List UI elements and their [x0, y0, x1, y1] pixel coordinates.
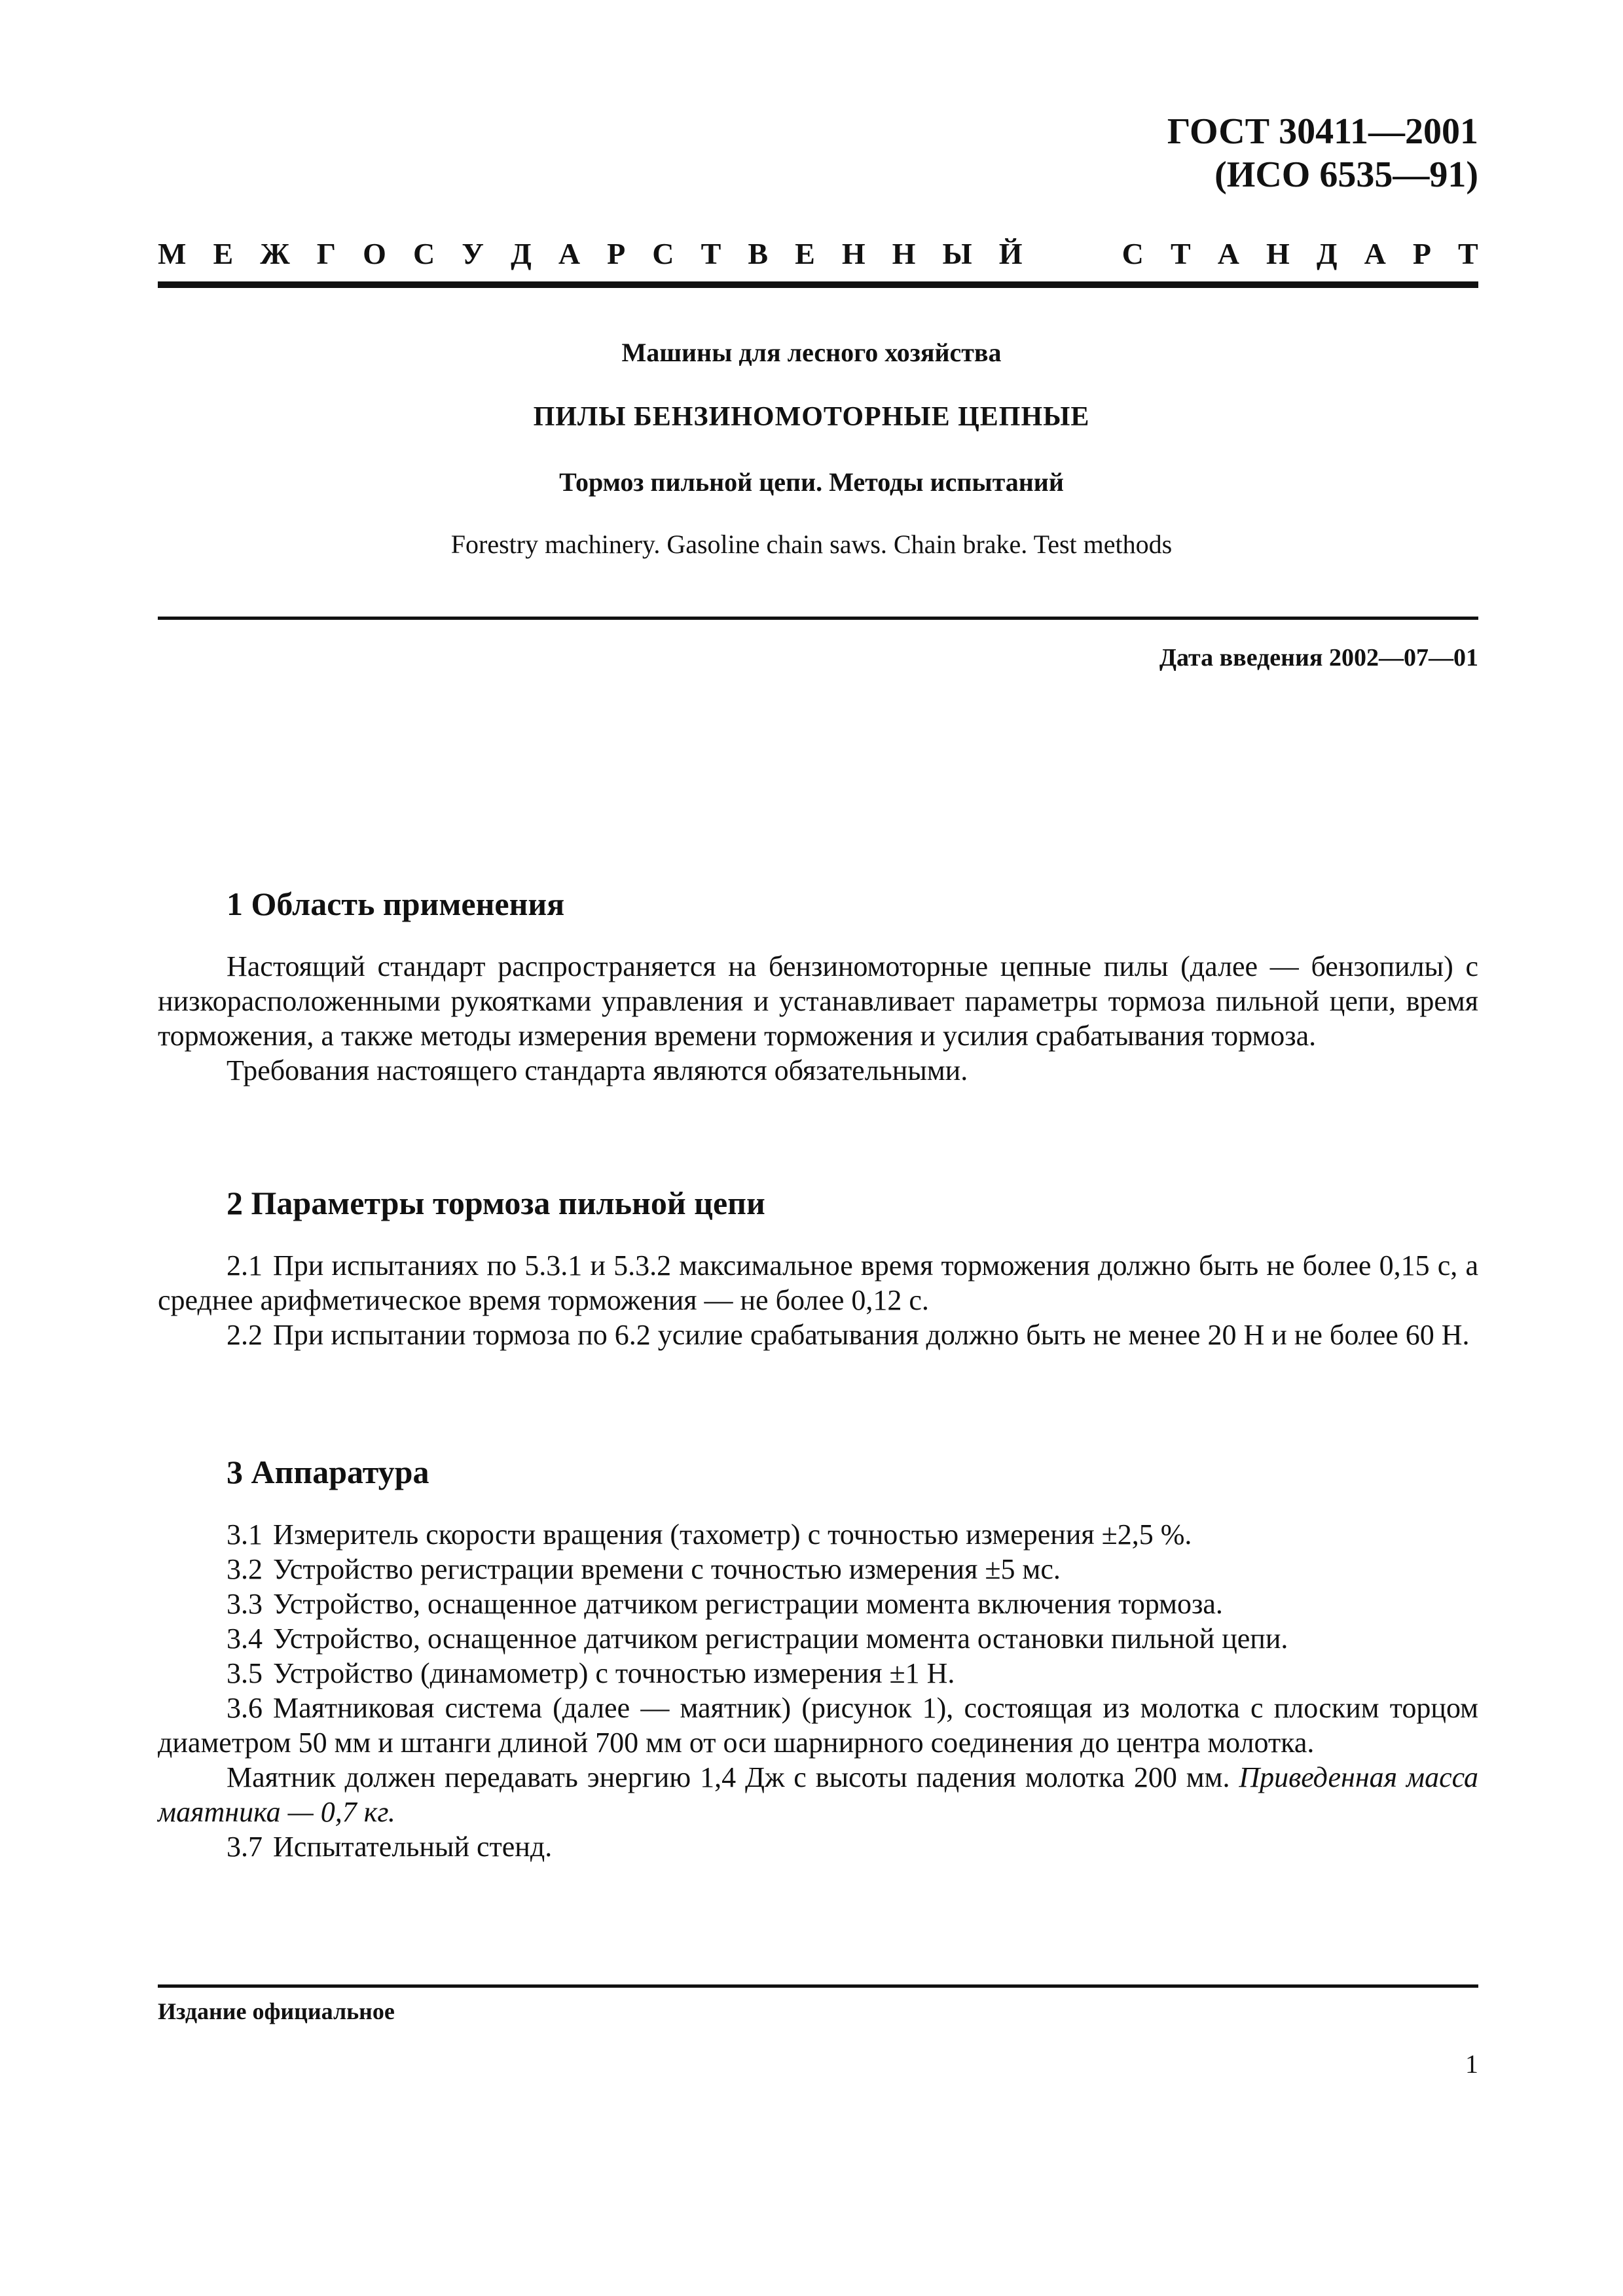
section-heading: 2 Параметры тормоза пильной цепи: [227, 1185, 765, 1221]
clause-text: Устройство (динамометр) с точностью измерения ±1 Н.: [273, 1657, 955, 1689]
clause-text: Маятниковая система (далее — маятник) (рисунок 1), состоящая из молотка с плоским торцом диаметром 50 мм и штанги длиной 700 мм от оси шарнирного соединения до центра молотка.: [158, 1692, 1478, 1759]
banner-letter: Н: [1266, 237, 1290, 270]
clause: [158, 1248, 1478, 1318]
interstate-standard-banner: [158, 236, 1478, 272]
title-rule: [158, 617, 1478, 620]
banner-letter: У: [462, 237, 484, 270]
paragraph: Требования настоящего стандарта являются обязательными.: [227, 1054, 968, 1086]
clause-text: При испытаниях по 5.3.1 и 5.3.2 максимальное время торможения должно быть не более 0,15 с, а среднее арифметическое время торможения — не более 0,12 с.: [158, 1249, 1478, 1316]
clause: [158, 1318, 1478, 1352]
title-sub: Тормоз пильной цепи. Методы испытаний: [559, 467, 1064, 497]
clause: [158, 1621, 1478, 1656]
title-english: Forestry machinery. Gasoline chain saws. Chain brake. Test methods: [450, 529, 1173, 559]
clause-number: 3.1: [227, 1518, 263, 1551]
clause: [158, 1517, 1478, 1552]
banner-letter: Ж: [260, 237, 290, 270]
banner-letter: Ы: [942, 237, 972, 270]
header-rule: [158, 281, 1478, 288]
section-heading: 1 Область применения: [227, 886, 565, 922]
clause-number: 3.5: [227, 1657, 263, 1689]
banner-letter: Д: [511, 237, 532, 270]
standard-number: ГОСТ 30411—2001: [1167, 111, 1478, 152]
clause-number: 3.3: [227, 1588, 263, 1620]
banner-letter: А: [558, 237, 581, 270]
banner-letter: А: [1364, 237, 1386, 270]
introduction-date: Дата введения 2002—07—01: [1159, 644, 1478, 672]
banner-word-gap: [1049, 236, 1095, 272]
document-code: [1167, 110, 1478, 196]
section-scope: [158, 887, 1478, 1088]
clause-text: Устройство, оснащенное датчиком регистрации момента остановки пильной цепи.: [273, 1623, 1288, 1655]
clause: [158, 1552, 1478, 1587]
clause-text: Устройство, оснащенное датчиком регистрации момента включения тормоза.: [273, 1588, 1223, 1620]
paragraph: Настоящий стандарт распространяется на бензиномоторные цепные пилы (далее — бензопилы) с низкорасположенными рукоятками управления и устанавливает параметры тормоза пильной цепи, время торможения, а также методы измерения времени торможения и усилия срабатывания тормоза.: [158, 950, 1478, 1052]
banner-letter: Т: [1458, 237, 1478, 270]
banner-letter: С: [412, 237, 435, 270]
banner-letter: Г: [316, 237, 337, 270]
pendulum-mass-note: Приведенная масса маятника — 0,7 кг.: [158, 1761, 1479, 1828]
banner-letter: Р: [607, 237, 626, 270]
banner-letter: Т: [1170, 237, 1191, 270]
clause-text: При испытании тормоза по 6.2 усилие срабатывания должно быть не менее 20 Н и не более 60 Н.: [273, 1319, 1470, 1351]
clause: [158, 1691, 1478, 1760]
title-main: ПИЛЫ БЕНЗИНОМОТОРНЫЕ ЦЕПНЫЕ: [533, 402, 1090, 432]
banner-letter: Й: [998, 237, 1023, 270]
clause-number: 3.2: [227, 1553, 263, 1585]
clause-number: 3.6: [227, 1692, 263, 1724]
banner-letter: Т: [701, 237, 721, 270]
banner-letter: О: [363, 237, 386, 270]
section-heading: 3 Аппаратура: [227, 1454, 429, 1490]
clause-text: Измеритель скорости вращения (тахометр) с точностью измерения ±2,5 %.: [273, 1518, 1192, 1551]
clause-number: 3.7: [227, 1831, 263, 1863]
section-body: [158, 1248, 1478, 1352]
clause: [158, 1829, 1478, 1864]
clause-text: Устройство регистрации времени с точностью измерения ±5 мс.: [273, 1553, 1061, 1585]
clause: [158, 1587, 1478, 1621]
title-group: Машины для лесного хозяйства: [621, 338, 1002, 367]
section-body: [158, 949, 1478, 1088]
footer-rule: [158, 1984, 1478, 1988]
banner-letter: С: [1122, 237, 1144, 270]
clause-text: Испытательный стенд.: [273, 1831, 553, 1863]
clause: [158, 1656, 1478, 1691]
clause-number: 2.2: [227, 1319, 263, 1351]
banner-letter: Д: [1316, 237, 1338, 270]
official-edition-label: Издание официальное: [158, 1998, 395, 2024]
clause-number: 3.4: [227, 1623, 263, 1655]
banner-letter: А: [1217, 237, 1239, 270]
banner-letter: Е: [795, 237, 815, 270]
page-number: 1: [1465, 2049, 1478, 2079]
banner-letter: С: [652, 237, 674, 270]
section-body: [158, 1517, 1478, 1864]
pendulum-text: Маятник должен передавать энергию 1,4 Дж с высоты падения молотка 200 мм.: [227, 1761, 1230, 1793]
section-brake-parameters: [158, 1186, 1478, 1352]
pendulum-paragraph: [158, 1760, 1478, 1829]
banner-letter: Н: [892, 237, 916, 270]
iso-reference: (ИСО 6535—91): [1214, 154, 1478, 195]
banner-letter: М: [158, 237, 187, 270]
banner-letter: Н: [841, 237, 866, 270]
section-apparatus: [158, 1455, 1478, 1864]
banner-letter: В: [748, 237, 769, 270]
clause-number: 2.1: [227, 1249, 263, 1282]
banner-letter: Р: [1412, 237, 1431, 270]
banner-letter: Е: [213, 237, 234, 270]
